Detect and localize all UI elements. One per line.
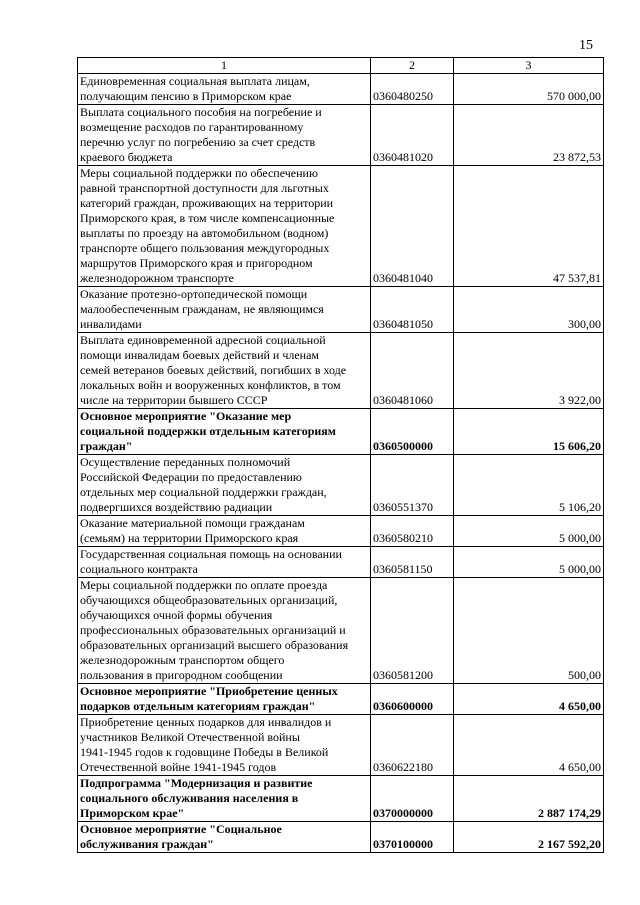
description-line: обучающихся общеобразовательных организаций, bbox=[80, 593, 338, 607]
table-row bbox=[78, 409, 604, 455]
row-amount: 570 000,00 bbox=[454, 74, 604, 105]
row-code: 0360581200 bbox=[371, 578, 454, 684]
row-amount: 3 922,00 bbox=[454, 333, 604, 409]
table-row bbox=[78, 578, 604, 684]
table-row bbox=[78, 74, 604, 105]
row-amount: 300,00 bbox=[454, 287, 604, 333]
row-amount: 15 606,20 bbox=[454, 409, 604, 455]
table-header-row bbox=[78, 58, 604, 74]
description-line: подарков отдельным категориям граждан" bbox=[80, 699, 316, 713]
description-line: отдельных мер социальной поддержки граждан, bbox=[80, 485, 327, 499]
description-line: обслуживания граждан" bbox=[80, 837, 214, 851]
row-amount: 47 537,81 bbox=[454, 166, 604, 287]
row-description bbox=[78, 166, 371, 287]
row-amount: 4 650,00 bbox=[454, 684, 604, 715]
row-code: 0360581150 bbox=[371, 547, 454, 578]
row-amount: 5 000,00 bbox=[454, 516, 604, 547]
table-row bbox=[78, 455, 604, 516]
row-description bbox=[78, 684, 371, 715]
description-line: профессиональных образовательных организаций и bbox=[80, 623, 346, 637]
description-line: Приобретение ценных подарков для инвалидов и bbox=[80, 715, 332, 729]
description-line: 1941-1945 годов к годовщине Победы в Великой bbox=[80, 745, 329, 759]
table-row bbox=[78, 547, 604, 578]
description-line: Меры социальной поддержки по обеспечению bbox=[80, 166, 318, 180]
page-number: 15 bbox=[579, 38, 593, 53]
description-line: маршрутов Приморского края и пригородном bbox=[80, 256, 313, 270]
description-line: транспорте общего пользования междугородных bbox=[80, 241, 330, 255]
description-line: Меры социальной поддержки по оплате проезда bbox=[80, 578, 328, 592]
description-line: Оказание материальной помощи гражданам bbox=[80, 516, 305, 530]
row-code: 0360600000 bbox=[371, 684, 454, 715]
budget-table bbox=[77, 57, 604, 853]
description-line: (семьям) на территории Приморского края bbox=[80, 531, 299, 545]
description-line: Отечественной войне 1941-1945 годов bbox=[80, 760, 277, 774]
row-description bbox=[78, 547, 371, 578]
table-row bbox=[78, 333, 604, 409]
row-description bbox=[78, 516, 371, 547]
description-line: социального контракта bbox=[80, 562, 198, 576]
row-code: 0360481060 bbox=[371, 333, 454, 409]
description-line: числе на территории бывшего СССР bbox=[80, 393, 268, 407]
row-amount: 5 106,20 bbox=[454, 455, 604, 516]
row-code: 0360481040 bbox=[371, 166, 454, 287]
table-row bbox=[78, 776, 604, 822]
description-line: Приморском крае" bbox=[80, 806, 185, 820]
row-description bbox=[78, 578, 371, 684]
row-description bbox=[78, 287, 371, 333]
description-line: социальной поддержки отдельным категориям bbox=[80, 424, 336, 438]
table-row bbox=[78, 166, 604, 287]
row-description bbox=[78, 776, 371, 822]
description-line: краевого бюджета bbox=[80, 150, 173, 164]
description-line: Выплата социального пособия на погребение и bbox=[80, 105, 322, 119]
description-line: Выплата единовременной адресной социальной bbox=[80, 333, 326, 347]
description-line: Основное мероприятие "Социальное bbox=[80, 822, 282, 836]
description-line: категорий граждан, проживающих на территории bbox=[80, 196, 334, 210]
row-code: 0370000000 bbox=[371, 776, 454, 822]
description-line: участников Великой Отечественной войны bbox=[80, 730, 300, 744]
description-line: Единовременная социальная выплата лицам, bbox=[80, 74, 310, 88]
description-line: Приморского края, в том числе компенсационные bbox=[80, 211, 335, 225]
description-line: социального обслуживания населения в bbox=[80, 791, 299, 805]
row-amount: 4 650,00 bbox=[454, 715, 604, 776]
table-row bbox=[78, 105, 604, 166]
description-line: железнодорожным транспортом общего bbox=[80, 653, 285, 667]
row-code: 0360480250 bbox=[371, 74, 454, 105]
table-row bbox=[78, 822, 604, 853]
row-code: 0360622180 bbox=[371, 715, 454, 776]
table-row bbox=[78, 287, 604, 333]
table-row bbox=[78, 715, 604, 776]
description-line: железнодорожном транспорте bbox=[80, 271, 234, 285]
table-row bbox=[78, 684, 604, 715]
description-line: локальных войн и вооруженных конфликтов, в том bbox=[80, 378, 341, 392]
row-code: 0360481020 bbox=[371, 105, 454, 166]
description-line: граждан" bbox=[80, 439, 133, 453]
row-amount: 23 872,53 bbox=[454, 105, 604, 166]
row-description bbox=[78, 409, 371, 455]
row-amount: 2 887 174,29 bbox=[454, 776, 604, 822]
row-amount: 5 000,00 bbox=[454, 547, 604, 578]
description-line: возмещение расходов по гарантированному bbox=[80, 120, 304, 134]
table-row bbox=[78, 516, 604, 547]
row-code: 0360580210 bbox=[371, 516, 454, 547]
row-code: 0360481050 bbox=[371, 287, 454, 333]
column-header: 2 bbox=[371, 58, 454, 74]
description-line: обучающихся очной формы обучения bbox=[80, 608, 273, 622]
description-line: семей ветеранов боевых действий, погибших в ходе bbox=[80, 363, 347, 377]
description-line: Государственная социальная помощь на основании bbox=[80, 547, 342, 561]
description-line: Основное мероприятие "Оказание мер bbox=[80, 409, 292, 423]
description-line: инвалидами bbox=[80, 317, 142, 331]
description-line: выплаты по проезду на автомобильном (водном) bbox=[80, 226, 329, 240]
description-line: получающим пенсию в Приморском крае bbox=[80, 89, 292, 103]
description-line: равной транспортной доступности для льготных bbox=[80, 181, 329, 195]
description-line: пользования в пригородном сообщении bbox=[80, 668, 283, 682]
description-line: Оказание протезно-ортопедической помощи bbox=[80, 287, 308, 301]
row-description bbox=[78, 105, 371, 166]
description-line: образовательных организаций высшего образования bbox=[80, 638, 349, 652]
description-line: Осуществление переданных полномочий bbox=[80, 455, 291, 469]
row-description bbox=[78, 715, 371, 776]
column-header: 1 bbox=[78, 58, 371, 74]
row-description bbox=[78, 333, 371, 409]
description-line: помощи инвалидам боевых действий и членам bbox=[80, 348, 320, 362]
description-line: Основное мероприятие "Приобретение ценных bbox=[80, 684, 338, 698]
description-line: перечню услуг по погребению за счет средств bbox=[80, 135, 316, 149]
row-amount: 500,00 bbox=[454, 578, 604, 684]
row-description bbox=[78, 74, 371, 105]
row-amount: 2 167 592,20 bbox=[454, 822, 604, 853]
row-description bbox=[78, 822, 371, 853]
description-line: Российской Федерации по предоставлению bbox=[80, 470, 302, 484]
description-line: малообеспеченным гражданам, не являющимся bbox=[80, 302, 324, 316]
row-code: 0360500000 bbox=[371, 409, 454, 455]
row-description bbox=[78, 455, 371, 516]
column-header: 3 bbox=[454, 58, 604, 74]
description-line: Подпрограмма "Модернизация и развитие bbox=[80, 776, 313, 790]
row-code: 0360551370 bbox=[371, 455, 454, 516]
description-line: подвергшихся воздействию радиации bbox=[80, 500, 273, 514]
row-code: 0370100000 bbox=[371, 822, 454, 853]
